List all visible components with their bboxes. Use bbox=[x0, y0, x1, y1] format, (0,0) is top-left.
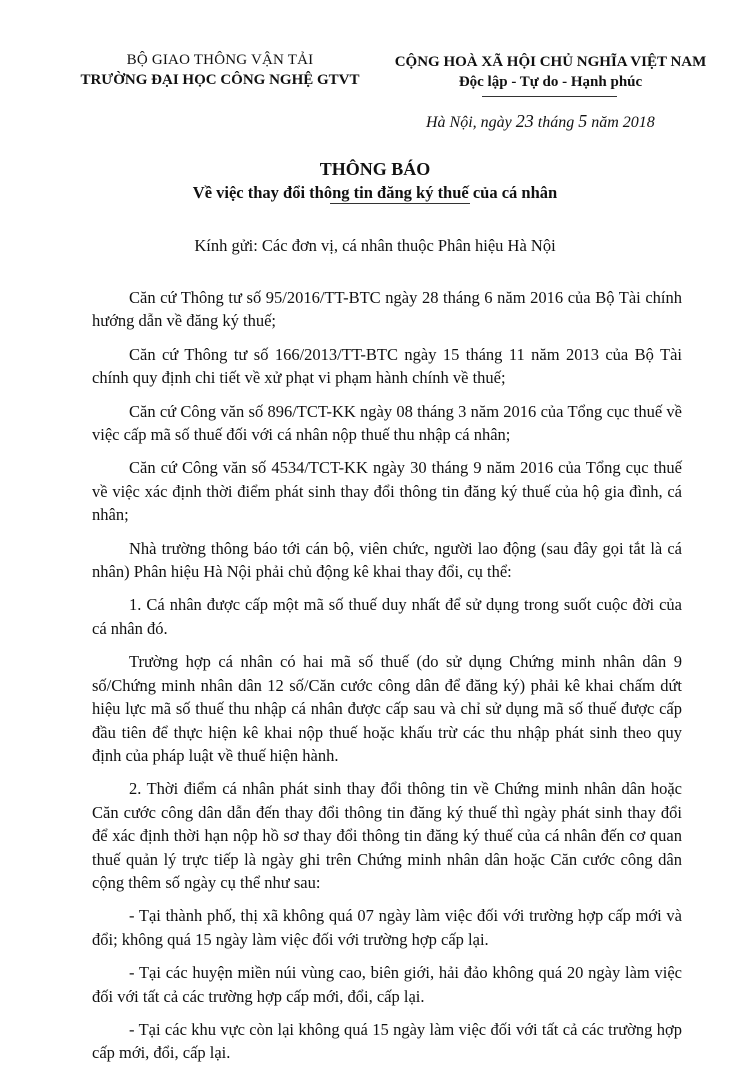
document-subtitle: Về việc thay đổi thông tin đăng ký thuế của cá nhân bbox=[192, 183, 558, 202]
national-header bbox=[378, 52, 723, 92]
issuer-block bbox=[70, 50, 370, 90]
date-month: 5 bbox=[578, 111, 588, 131]
paragraph: Nhà trường thông báo tới cán bộ, viên chức, người lao động (sau đây gọi tắt là cá nhân) Phân hiệu Hà Nội phải chủ động kê khai thay đổi, cụ thể: bbox=[92, 538, 682, 582]
paragraph: Trường hợp cá nhân có hai mã số thuế (do sử dụng Chứng minh nhân dân 9 số/Chứng minh nhân dân 12 số/Căn cước công dân để đăng ký) phải kê khai chấm dứt hiệu lực mã số thuế thu nhập cá nhân được cấp sau và chỉ sử dụng mã số thuế được cấp đầu tiên để thực hiện kê khai nộp thuế hoặc khấu trừ các thu nhập phát sinh theo quy định của pháp luật về thuế hiện hành. bbox=[92, 652, 682, 765]
paragraph: 2. Thời điểm cá nhân phát sinh thay đổi thông tin về Chứng minh nhân dân hoặc Căn cước công dân dẫn đến thay đổi thông tin đăng ký thuế thì ngày phát sinh thay đổi để xác định thời hạn nộp hồ sơ thay đổi thông tin đăng ký thuế của cá nhân đến cơ quan thuế quản lý trực tiếp là ngày ghi trên Chứng minh nhân dân hoặc Căn cước công dân cộng thêm số ngày cụ thể như sau: bbox=[92, 779, 682, 892]
paragraph: Căn cứ Thông tư số 95/2016/TT-BTC ngày 28 tháng 6 năm 2016 của Bộ Tài chính hướng dẫn về đăng ký thuế; bbox=[92, 288, 682, 331]
date-day: 23 bbox=[515, 111, 534, 131]
recipient-line: Kính gửi: Các đơn vị, cá nhân thuộc Phân hiệu Hà Nội bbox=[194, 236, 556, 255]
paragraph: Căn cứ Công văn số 4534/TCT-KK ngày 30 tháng 9 năm 2016 của Tổng cục thuế về việc xác định thời điểm phát sinh thay đổi thông tin đăng ký thuế của hộ gia đình, cá nhân; bbox=[92, 458, 682, 525]
document-body bbox=[92, 286, 682, 1075]
paragraph: Căn cứ Công văn số 896/TCT-KK ngày 08 tháng 3 năm 2016 của Tổng cục thuế về việc cấp mã số thuế đối với cá nhân nộp thuế thu nhập cá nhân; bbox=[92, 401, 682, 445]
paragraph: 1. Cá nhân được cấp một mã số thuế duy nhất để sử dụng trong suốt cuộc đời của cá nhân đó. bbox=[92, 595, 682, 638]
ministry-name: BỘ GIAO THÔNG VẬN TẢI bbox=[126, 52, 314, 68]
date-prefix: Hà Nội, ngày bbox=[426, 114, 512, 131]
nation-name: CỘNG HOÀ XÃ HỘI CHỦ NGHĨA VIỆT NAM bbox=[394, 54, 707, 70]
list-item: - Tại các huyện miền núi vùng cao, biên giới, hải đảo không quá 20 ngày làm việc đối với tất cả các trường hợp cấp mới, đổi, cấp lại. bbox=[92, 963, 682, 1006]
motto-underline bbox=[482, 96, 617, 97]
date-month-label: tháng bbox=[537, 114, 575, 131]
list-item: - Tại các khu vực còn lại không quá 15 ngày làm việc đối với tất cả các trường hợp cấp mới, đổi, cấp lại. bbox=[92, 1019, 682, 1063]
date-year: năm 2018 bbox=[591, 114, 655, 131]
paragraph: Căn cứ Thông tư số 166/2013/TT-BTC ngày 15 tháng 11 năm 2013 của Bộ Tài chính quy định chi tiết về xử phạt vi phạm hành chính về thuế; bbox=[92, 344, 682, 388]
motto: Độc lập - Tự do - Hạnh phúc bbox=[458, 74, 643, 90]
list-item: - Tại thành phố, thị xã không quá 07 ngày làm việc đối với trường hợp cấp mới và đổi; không quá 15 ngày làm việc đối với trường hợp cấp lại. bbox=[92, 906, 682, 949]
document-title: THÔNG BÁO bbox=[319, 159, 431, 179]
school-name: TRƯỜNG ĐẠI HỌC CÔNG NGHỆ GTVT bbox=[80, 72, 360, 88]
subtitle-underline bbox=[330, 203, 470, 204]
issue-date bbox=[426, 111, 655, 132]
